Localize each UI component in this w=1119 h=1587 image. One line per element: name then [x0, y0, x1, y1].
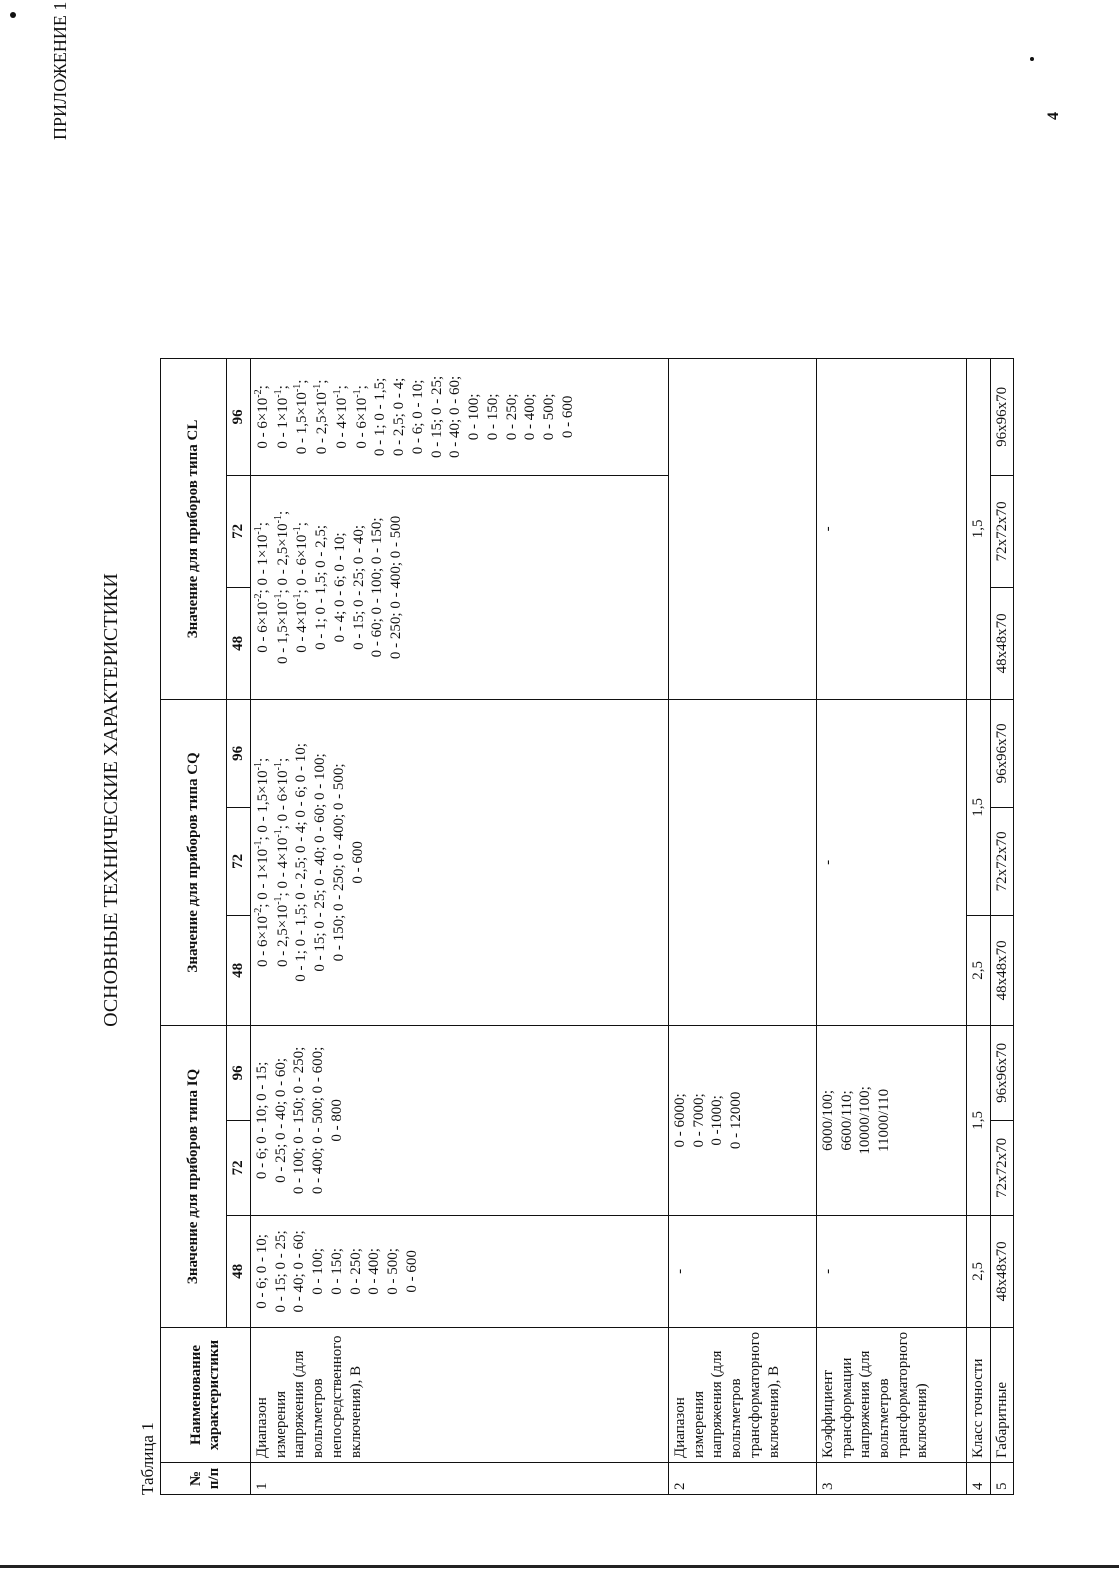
table-label: Таблица 1 [138, 1422, 157, 1495]
cl-class: 1,5 [966, 358, 990, 699]
header-row [161, 358, 227, 1494]
document-title: ОСНОВНЫЕ ТЕХНИЧЕСКИЕ ХАРАКТЕРИСТИКИ [100, 573, 122, 1027]
cl-48-dims: 48x48x70 [990, 587, 1014, 699]
iq-72-96-ranges: 0 - 6000; 0 - 7000; 0 -1000; 0 - 12000 [668, 1025, 816, 1215]
size-header: 96 [227, 1025, 251, 1120]
cl-96-ranges: $0 - 6\times 10^{-2}$; $0 - 1\times 10^{-1}$; $0 - 1,5\times 10^{-1}$; $0 - 2,5\times 10^{-1}$; $0 - 4\times 10^{-1}$; $0 - 6\times 10^{-1}$; 0 - 1; 0 - 1,5; 0 - 2,5; 0 - 4; 0 - 6; 0 - 10; 0 - 15; 0 - 25; 0 - 40; 0 - 60; 0 - 100; 0 - 150; 0 - 250; 0 - 400; 0 - 500; 0 - 600 [250, 358, 668, 475]
cq-value: - [816, 699, 966, 1025]
table-row [816, 358, 966, 1494]
cq-72-dims: 72x72x70 [990, 807, 1014, 915]
size-header: 48 [227, 915, 251, 1025]
iq-72-96-ratios: 6000/100; 6600/110; 10000/100; 11000/110 [816, 1025, 966, 1215]
characteristic-name: Диапазон измерения напряжения (для вольтметров непосредственного включения), В [250, 1327, 668, 1462]
row-number: 4 [966, 1463, 990, 1495]
group-header-cl: Значение для приборов типа CL [161, 358, 227, 699]
cq-48-dims: 48x48x70 [990, 915, 1014, 1025]
col-header-no: № п/п [161, 1463, 251, 1495]
size-header: 96 [227, 358, 251, 475]
appendix-label: ПРИЛОЖЕНИЕ 1 [50, 1, 70, 140]
characteristic-name: Коэффициент трансформации напряжения (для вольтметров трансформаторного включения) [816, 1327, 966, 1462]
page-number: 4 [1045, 112, 1062, 120]
col-header-name: Наименование характеристики [161, 1327, 251, 1462]
cq-96-dims: 96x96x70 [990, 699, 1014, 807]
row-number: 2 [668, 1463, 816, 1495]
characteristic-name: Диапазон измерения напряжения (для вольтметров трансформаторного включения), В [668, 1327, 816, 1462]
characteristic-name: Класс точности [966, 1327, 990, 1462]
spec-table [160, 358, 1014, 1495]
cl-value: - [816, 358, 966, 699]
rotated-page [20, 1, 1062, 1535]
row-number: 5 [990, 1463, 1014, 1495]
size-header: 48 [227, 1215, 251, 1327]
size-header: 72 [227, 475, 251, 587]
iq-72-dims: 72x72x70 [990, 1120, 1014, 1215]
row-number: 3 [816, 1463, 966, 1495]
table-row [668, 358, 816, 1494]
iq-48-class: 2,5 [966, 1215, 990, 1327]
size-header-row [227, 358, 251, 1494]
page-edge-line [0, 1565, 1119, 1568]
cl-48-72-ranges: $0 - 6\times 10^{-2}$; $0 - 1\times 10^{-1}$; $0 - 1,5\times 10^{-1}$; $0 - 2,5\times 10^{-1}$; $0 - 4\times 10^{-1}$; $0 - 6\times 10^{-1}$; 0 - 1; 0 - 1,5; 0 - 2,5; 0 - 4; 0 - 6; 0 - 10; 0 - 15; 0 - 25; 0 - 40; 0 - 60; 0 - 100; 0 - 150; 0 - 250; 0 - 400; 0 - 500 [250, 475, 668, 699]
iq-48-value: - [816, 1215, 966, 1327]
cq-ranges: $0 - 6\times 10^{-2}$; $0 - 1\times 10^{-1}$; $0 - 1,5\times 10^{-1}$; $0 - 2,5\times 10^{-1}$; $0 - 4\times 10^{-1}$; $0 - 6\times 10^{-1}$; 0 - 1; 0 - 1,5; 0 - 2,5; 0 - 4; 0 - 6; 0 - 10; 0 - 15; 0 - 25; 0 - 40; 0 - 60; 0 - 100; 0 - 150; 0 - 250; 0 - 400; 0 - 500; 0 - 600 [250, 699, 668, 1025]
group-header-cq: Значение для приборов типа CQ [161, 699, 227, 1025]
size-header: 48 [227, 587, 251, 699]
iq-72-96-class: 1,5 [966, 1025, 990, 1215]
size-header: 72 [227, 807, 251, 915]
iq-48-dims: 48x48x70 [990, 1215, 1014, 1327]
cq-72-96-class: 1,5 [966, 699, 990, 915]
cl-72-dims: 72x72x70 [990, 475, 1014, 587]
table-row [966, 358, 990, 1494]
cq-value [668, 699, 816, 1025]
iq-48-value: - [668, 1215, 816, 1327]
table-row [990, 358, 1014, 1494]
scan-speck [10, 12, 16, 18]
cl-96-dims: 96x96x70 [990, 358, 1014, 475]
scan-speck [1030, 57, 1034, 61]
table-row [250, 358, 668, 1494]
iq-72-96-ranges: 0 - 6; 0 - 10; 0 - 15; 0 - 25; 0 - 40; 0 - 60; 0 - 100; 0 - 150; 0 - 250; 0 - 400; 0 - 500; 0 - 600; 0 - 800 [250, 1025, 668, 1215]
iq-96-dims: 96x96x70 [990, 1025, 1014, 1120]
cl-value [668, 358, 816, 699]
iq-48-ranges: 0 - 6; 0 - 10; 0 - 15; 0 - 25; 0 - 40; 0 - 60; 0 - 100; 0 - 150; 0 - 250; 0 - 400; 0 - 500; 0 - 600 [250, 1215, 668, 1327]
group-header-iq: Значение для приборов типа IQ [161, 1025, 227, 1327]
cq-48-class: 2,5 [966, 915, 990, 1025]
size-header: 72 [227, 1120, 251, 1215]
row-number: 1 [250, 1463, 668, 1495]
size-header: 96 [227, 699, 251, 807]
characteristic-name: Габаритные [990, 1327, 1014, 1462]
